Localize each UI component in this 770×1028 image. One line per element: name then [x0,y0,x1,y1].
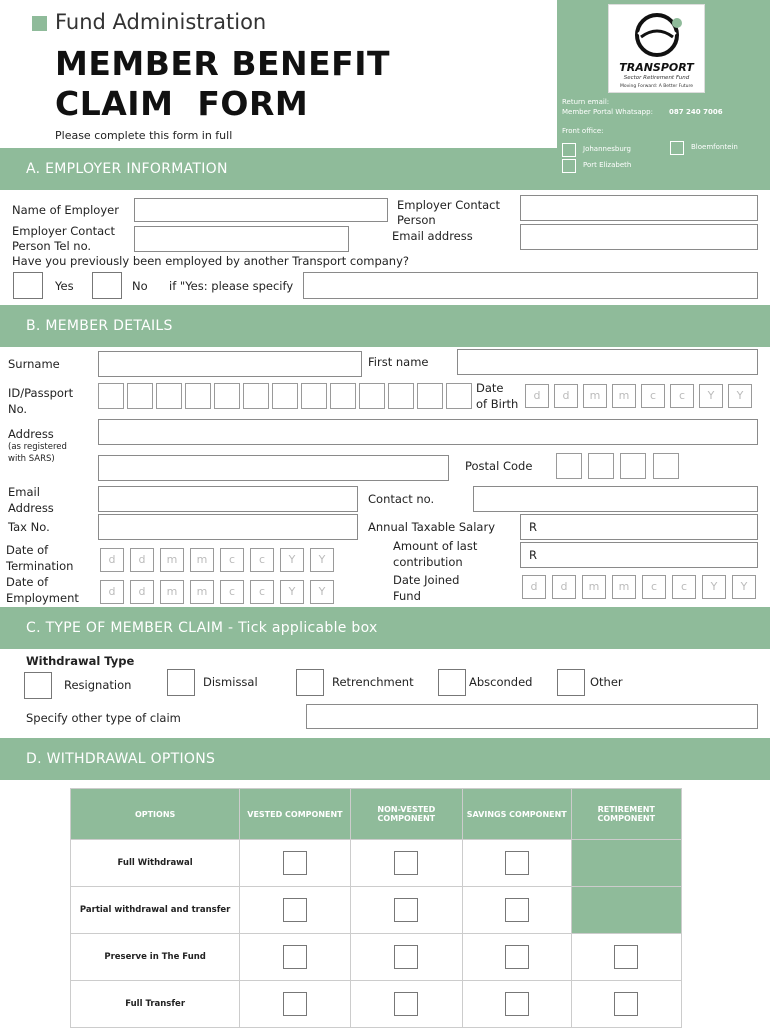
date-cell[interactable]: Y [732,575,756,599]
savings-cell [463,840,572,887]
table-row [71,887,682,934]
non-vested-cell [350,981,462,1028]
date-cell[interactable]: Y [310,548,334,572]
form-instruction: Please complete this form in full [55,129,233,142]
savings-cell [463,887,572,934]
vested-cell [240,887,350,934]
last-contribution-input[interactable] [520,542,758,568]
date-cell[interactable]: d [130,548,154,572]
date-cell[interactable]: c [250,580,274,604]
date-cell[interactable]: d [100,548,124,572]
partial-withdrawal-savings-checkbox[interactable] [505,898,529,922]
if-yes-label: if "Yes: please specify [169,279,294,293]
full-transfer-savings-checkbox[interactable] [505,992,529,1016]
front-office-label: Front office: [562,127,604,135]
surname-label: Surname [8,357,60,371]
employer-contact-tel-input[interactable] [134,226,349,252]
date-cell[interactable]: m [612,575,636,599]
savings-cell [463,981,572,1028]
date-cell[interactable]: m [583,384,607,408]
first-name-label: First name [368,355,429,369]
dismissal-label: Dismissal [203,675,258,689]
postal-code-label: Postal Code [465,459,533,473]
address-line2-input[interactable] [98,455,449,481]
contribution-currency: R [529,548,537,562]
non-vested-cell [350,840,462,887]
postal-code-cell[interactable] [620,453,646,479]
row-label-preserve: Preserve in The Fund [71,934,240,981]
contact-no-input[interactable] [473,486,758,512]
postal-code-cell[interactable] [653,453,679,479]
date-cell[interactable]: m [612,384,636,408]
postal-code-cell[interactable] [556,453,582,479]
id-passport-label-1: ID/Passport [8,386,74,400]
fund-administration-label: Fund Administration [55,10,267,34]
preserve-savings-checkbox[interactable] [505,945,529,969]
table-row [71,934,682,981]
office-johannesburg-checkbox[interactable] [562,143,576,157]
logo-name: TRANSPORT [619,61,694,74]
employer-email-input[interactable] [520,224,758,250]
full-transfer-non-vested-checkbox[interactable] [394,992,418,1016]
date-cell[interactable]: Y [728,384,752,408]
postal-code-cell[interactable] [588,453,614,479]
full-withdrawal-vested-checkbox[interactable] [283,851,307,875]
resignation-checkbox[interactable] [24,672,52,699]
office-port-elizabeth-label: Port Elizabeth [583,161,632,169]
dob-label-2: of Birth [476,397,519,411]
contact-no-label: Contact no. [368,492,435,506]
absconded-checkbox[interactable] [438,669,466,696]
termination-label-1: Date of [6,543,49,557]
other-checkbox[interactable] [557,669,585,696]
logo-swoosh-icon [609,5,704,59]
row-label-full-transfer: Full Transfer [71,981,240,1028]
dismissal-checkbox[interactable] [167,669,195,696]
employer-contact-person-label: Employer Contact Person [397,198,501,227]
name-of-employer-input[interactable] [134,198,388,222]
logo-slogan: Moving Forward: A Better Future [619,84,693,89]
header-non-vested: NON-VESTED COMPONENT [350,789,462,840]
partial-withdrawal-non-vested-checkbox[interactable] [394,898,418,922]
logo [608,4,705,93]
date-cell[interactable]: c [642,575,666,599]
section-b-header: B. MEMBER DETAILS [0,305,770,347]
id-number-cell[interactable] [185,383,211,409]
office-johannesburg-label: Johannesburg [583,145,631,153]
id-number-cell[interactable] [156,383,182,409]
last-contribution-label-1: Amount of last [393,539,478,553]
date-cell[interactable]: d [552,575,576,599]
retrenchment-checkbox[interactable] [296,669,324,696]
logo-tagline: Sector Retirement Fund [623,75,690,81]
name-of-employer-label: Name of Employer [12,203,119,217]
non-vested-cell [350,934,462,981]
date-cell[interactable]: c [220,580,244,604]
office-port-elizabeth-checkbox[interactable] [562,159,576,173]
employer-email-label: Email address [392,229,473,243]
office-bloemfontein-label: Bloemfontein [691,143,738,151]
row-label-full-withdrawal: Full Withdrawal [71,840,240,887]
savings-cell [463,934,572,981]
employment-label-1: Date of [6,575,49,589]
office-bloemfontein-checkbox[interactable] [670,141,684,155]
table-row [71,840,682,887]
date-cell[interactable]: Y [702,575,726,599]
id-number-cell[interactable] [417,383,443,409]
last-contribution-label-2: contribution [393,555,463,569]
date-cell[interactable]: Y [280,548,304,572]
retrenchment-label: Retrenchment [332,675,414,689]
full-transfer-retirement-checkbox[interactable] [614,992,638,1016]
header-options: OPTIONS [71,789,240,840]
address-note-2: with SARS) [8,454,55,464]
id-number-cell[interactable] [243,383,269,409]
whatsapp-number: 087 240 7006 [669,108,723,116]
id-number-cell[interactable] [272,383,298,409]
date-cell[interactable]: c [220,548,244,572]
id-number-cell[interactable] [330,383,356,409]
return-email-label: Return email: [562,98,610,106]
table-header-row [71,789,682,840]
date-cell[interactable]: Y [280,580,304,604]
id-number-cell[interactable] [98,383,124,409]
dob-label-1: Date [476,381,504,395]
employer-contact-person-input[interactable] [520,195,758,221]
member-email-input[interactable] [98,486,358,512]
full-withdrawal-savings-checkbox[interactable] [505,851,529,875]
retirement-cell [571,981,681,1028]
email-label-1: Email [8,485,40,499]
section-c-header: C. TYPE OF MEMBER CLAIM - Tick applicable box [0,607,770,649]
preserve-retirement-checkbox[interactable] [614,945,638,969]
table-row [71,981,682,1028]
address-line1-input[interactable] [98,419,758,445]
salary-currency: R [529,520,537,534]
id-number-cell[interactable] [359,383,385,409]
retirement-cell [571,934,681,981]
date-cell[interactable]: c [641,384,665,408]
header-savings: SAVINGS COMPONENT [463,789,572,840]
date-cell[interactable]: c [670,384,694,408]
full-transfer-vested-checkbox[interactable] [283,992,307,1016]
other-label: Other [590,675,623,689]
specify-other-label: Specify other type of claim [26,711,181,725]
annual-salary-input[interactable] [520,514,758,540]
vested-cell [240,840,350,887]
annual-salary-label: Annual Taxable Salary [368,520,495,534]
section-d-header: D. WITHDRAWAL OPTIONS [0,738,770,780]
specify-other-input[interactable] [306,704,758,729]
resignation-label: Resignation [64,678,132,692]
withdrawal-options-table [70,788,682,1028]
date-cell[interactable]: c [250,548,274,572]
surname-input[interactable] [98,351,362,377]
preserve-vested-checkbox[interactable] [283,945,307,969]
address-note-1: (as registered [8,442,67,452]
row-label-partial-withdrawal: Partial withdrawal and transfer [71,887,240,934]
date-cell[interactable]: d [100,580,124,604]
employment-label-2: Employment [6,591,79,605]
partial-withdrawal-vested-checkbox[interactable] [283,898,307,922]
previous-employment-yes-checkbox[interactable] [13,272,43,299]
preserve-non-vested-checkbox[interactable] [394,945,418,969]
whatsapp-label: Member Portal Whatsapp: [562,108,653,116]
previous-employment-question: Have you previously been employed by another Transport company? [12,254,409,268]
id-number-cell[interactable] [301,383,327,409]
date-cell[interactable]: d [130,580,154,604]
previous-company-input[interactable] [303,272,758,299]
date-cell[interactable]: Y [310,580,334,604]
id-number-cell[interactable] [214,383,240,409]
retirement-cell-disabled [571,887,681,934]
header-square-icon [32,16,47,31]
email-label-2: Address [8,501,54,515]
yes-label: Yes [55,279,74,293]
date-cell[interactable]: m [160,580,184,604]
id-number-cell[interactable] [127,383,153,409]
date-cell[interactable]: d [525,384,549,408]
id-passport-label-2: No. [8,402,28,416]
date-cell[interactable]: m [582,575,606,599]
header-retirement: RETIREMENT COMPONENT [571,789,681,840]
address-label: Address [8,427,54,441]
retirement-cell-disabled [571,840,681,887]
full-withdrawal-non-vested-checkbox[interactable] [394,851,418,875]
form-title-line2: CLAIM FORM [55,84,309,123]
date-cell[interactable]: Y [699,384,723,408]
tax-no-label: Tax No. [8,520,50,534]
date-cell[interactable]: m [190,580,214,604]
date-cell[interactable]: c [672,575,696,599]
vested-cell [240,934,350,981]
header-vested: VESTED COMPONENT [240,789,350,840]
absconded-label: Absconded [469,675,533,689]
section-a-header: A. EMPLOYER INFORMATION [0,148,557,190]
previous-employment-no-checkbox[interactable] [92,272,122,299]
id-number-cell[interactable] [446,383,472,409]
no-label: No [132,279,148,293]
form-title-line1: MEMBER BENEFIT [55,44,391,83]
date-cell[interactable]: d [554,384,578,408]
id-number-cell[interactable] [388,383,414,409]
employer-contact-tel-label-1: Employer Contact [12,224,116,238]
date-cell[interactable]: m [160,548,184,572]
joined-fund-label-2: Fund [393,589,421,603]
termination-label-2: Termination [6,559,74,573]
date-cell[interactable]: d [522,575,546,599]
date-cell[interactable]: m [190,548,214,572]
first-name-input[interactable] [457,349,758,375]
joined-fund-label-1: Date Joined [393,573,460,587]
vested-cell [240,981,350,1028]
employer-contact-tel-label-2: Person Tel no. [12,239,92,253]
non-vested-cell [350,887,462,934]
withdrawal-type-label: Withdrawal Type [26,654,135,668]
tax-no-input[interactable] [98,514,358,540]
